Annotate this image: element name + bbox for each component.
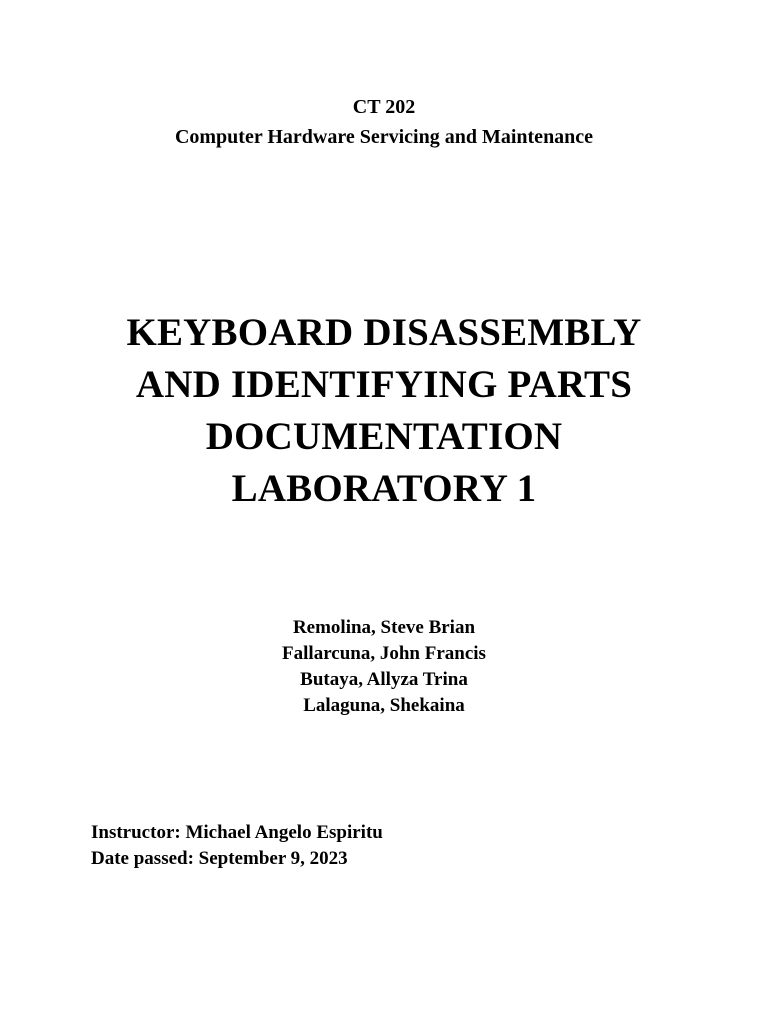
title-line: AND IDENTIFYING PARTS [135, 363, 633, 406]
author-name: Remolina, Steve Brian [292, 617, 476, 638]
date-passed-line: Date passed: September 9, 2023 [91, 848, 348, 869]
authors-list [0, 615, 768, 719]
document-meta [91, 820, 383, 872]
title-line: KEYBOARD DISASSEMBLY [126, 311, 642, 354]
course-code: CT 202 [352, 96, 416, 118]
author-name: Fallarcuna, John Francis [282, 643, 486, 664]
course-header [0, 92, 768, 152]
title-line: LABORATORY 1 [231, 467, 537, 510]
title-line: DOCUMENTATION [205, 415, 563, 458]
instructor-line: Instructor: Michael Angelo Espiritu [91, 822, 383, 843]
course-name: Computer Hardware Servicing and Maintenance [174, 126, 594, 148]
author-name: Lalaguna, Shekaina [303, 695, 465, 716]
document-title [0, 307, 768, 515]
author-name: Butaya, Allyza Trina [300, 669, 468, 690]
